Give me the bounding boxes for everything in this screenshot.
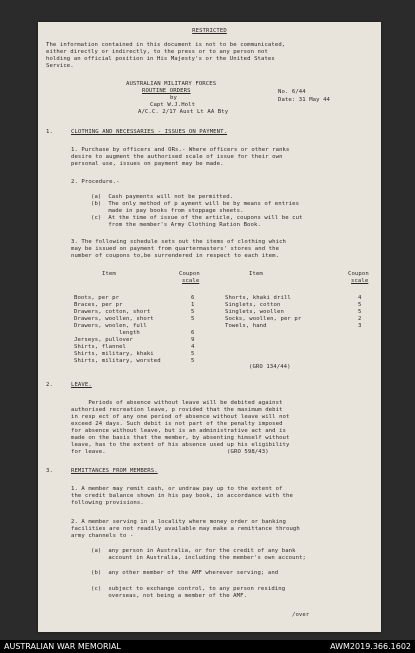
paragraph-line: for leave. (GRO 598/43) — [71, 449, 269, 455]
paragraph-heading: 2. Procedure.- — [71, 179, 120, 185]
list-item: (a) any person in Australia, or for the credit of any bank — [91, 548, 296, 554]
section-number: 3. — [46, 468, 53, 474]
paragraph-line: for absence without leave, but is an administrative act and is — [71, 428, 286, 434]
security-notice-line: Service. — [46, 63, 74, 69]
over-marker: /over — [292, 612, 310, 618]
commander-name: Capt W.J.Holt — [150, 102, 196, 108]
paragraph-line: following provisions. — [71, 500, 144, 506]
order-date: Date: 31 May 44 — [278, 97, 331, 103]
section-title: REMITTANCES FROM MEMBERS. — [71, 468, 158, 474]
paragraph-line: in resp ect of any one period of absence without leave will not — [71, 414, 290, 420]
schedule-item: Shirts, military, worsted — [74, 358, 161, 364]
table-header-scale: scale — [182, 278, 200, 284]
schedule-coupon-value: 5 — [191, 358, 195, 364]
schedule-item: Shirts, flannel — [74, 344, 127, 350]
security-notice-line: holding an official position in His Majesty's or the United States — [46, 56, 275, 62]
schedule-item: Boots, per pr — [74, 295, 120, 301]
schedule-coupon-value: 4 — [191, 344, 195, 350]
paragraph-line: desire to augment the authorised scale of issue for their own — [71, 154, 283, 160]
schedule-item: Drawers, woollen, short — [74, 316, 154, 322]
table-header-item: Item — [102, 271, 116, 277]
paragraph-line: personal use, issues on payment may be made. — [71, 161, 224, 167]
paragraph-line: 1. Purchase by officers and ORs.- Where officers or other ranks — [71, 147, 290, 153]
table-header-scale: scale — [351, 278, 369, 284]
paragraph-line: 2. A member serving in a locality where money order or banking — [71, 519, 286, 525]
schedule-coupon-value: 4 — [358, 295, 362, 301]
schedule-coupon-value: 9 — [191, 337, 195, 343]
schedule-item: Singlets, woollen — [225, 309, 284, 315]
paragraph-line: number of coupons to,be surrendered in respect to each item. — [71, 253, 280, 259]
table-header-coupon: Coupon — [179, 271, 200, 277]
paragraph-line: the credit balance shown in his pay book, in accordance with the — [71, 493, 293, 499]
paragraph-line: may be issued on payment from quartermasters' stores and the — [71, 246, 280, 252]
schedule-item: Braces, per pr — [74, 302, 123, 308]
by-line: by — [170, 95, 177, 101]
security-notice-line: The information contained in this document is not to be communicated, — [46, 42, 286, 48]
paragraph-line: 3. The following schedule sets out the items of clothing which — [71, 239, 286, 245]
schedule-item: Drawers, cotton, short — [74, 309, 151, 315]
schedule-coupon-value: 5 — [358, 309, 362, 315]
list-item: made in pay books from stoppage sheets. — [91, 208, 244, 214]
paragraph-line: army channels to - — [71, 533, 134, 539]
table-header-item: Item — [249, 271, 263, 277]
list-item: (c) At the time of issue of the article, coupons will be cut — [91, 215, 303, 221]
list-item: (c) subject to exchange control, to any person residing — [91, 586, 286, 592]
paragraph-line: 1. A member may remit cash, or undraw pay up to the extent of — [71, 486, 283, 492]
list-item: account in Australia, including the member's own account; — [91, 555, 306, 561]
schedule-coupon-value: 6 — [191, 330, 195, 336]
schedule-item: Jerseys, pullover — [74, 337, 133, 343]
list-item: (b) any other member of the AMF wherever serving; and — [91, 570, 279, 576]
schedule-coupon-value: 5 — [358, 302, 362, 308]
table-header-coupon: Coupon — [348, 271, 369, 277]
paragraph-line: made on the basis that the member, by absenting himself without — [71, 435, 290, 441]
section-number: 1. — [46, 129, 53, 135]
schedule-item: Towels, hand — [225, 323, 267, 329]
schedule-coupon-value: 5 — [191, 351, 195, 357]
schedule-item: Socks, woollen, per pr — [225, 316, 302, 322]
unit-name: A/C.C. 2/17 Aust Lt AA Bty — [138, 109, 229, 115]
section-number: 2. — [46, 382, 53, 388]
schedule-item: Drawers, woolen, full — [74, 323, 147, 329]
footer-accession: AWM2019.366.1602 — [330, 642, 411, 651]
schedule-coupon-value: 1 — [191, 302, 195, 308]
paragraph-line: Periods of absence without leave will be debited against — [71, 400, 283, 406]
schedule-coupon-value: 5 — [191, 309, 195, 315]
gro-reference: (GRO 134/44) — [249, 364, 291, 370]
schedule-item: Shirts, military, khaki — [74, 351, 154, 357]
routine-orders-heading: ROUTINE ORDERS — [142, 88, 191, 94]
restricted-marking: RESTRICTED — [192, 28, 227, 34]
section-title: LEAVE. — [71, 382, 92, 388]
security-notice-line: either directly or indirectly, to the press or to any person not — [46, 49, 268, 55]
list-item: from the member's Army Clothing Ration Book. — [91, 222, 261, 228]
list-item: (b) The only method of p ayment will be by means of entries — [91, 201, 300, 207]
schedule-coupon-value: 5 — [191, 316, 195, 322]
paragraph-line: leave, has to the extent of his absence used up his eligibility — [71, 442, 290, 448]
list-item: overseas, not being a member of the AMF. — [91, 593, 248, 599]
schedule-item: Shorts, khaki drill — [225, 295, 291, 301]
document-page — [38, 22, 381, 632]
schedule-item: Singlets, cotton — [225, 302, 281, 308]
schedule-coupon-value: 3 — [358, 323, 362, 329]
section-title: CLOTHING AND NECESSARIES - ISSUES ON PAYMENT. — [71, 129, 228, 135]
footer-bar — [0, 640, 415, 653]
schedule-coupon-value: 2 — [358, 316, 362, 322]
paragraph-line: authorised recreation leave, p rovided that the maximum debit — [71, 407, 283, 413]
schedule-coupon-value: 6 — [191, 295, 195, 301]
list-item: (a) Cash payments will not be permitted. — [91, 194, 234, 200]
schedule-item: length — [74, 330, 140, 336]
paragraph-line: facilities are not readily available may make a remittance through — [71, 526, 300, 532]
forces-heading: AUSTRALIAN MILITARY FORCES — [126, 81, 217, 87]
footer-source: AUSTRALIAN WAR MEMORIAL — [4, 642, 121, 651]
order-number: No. 6/44 — [278, 89, 306, 95]
paragraph-line: exceed 24 days. Such debit is not part of the penalty imposed — [71, 421, 283, 427]
